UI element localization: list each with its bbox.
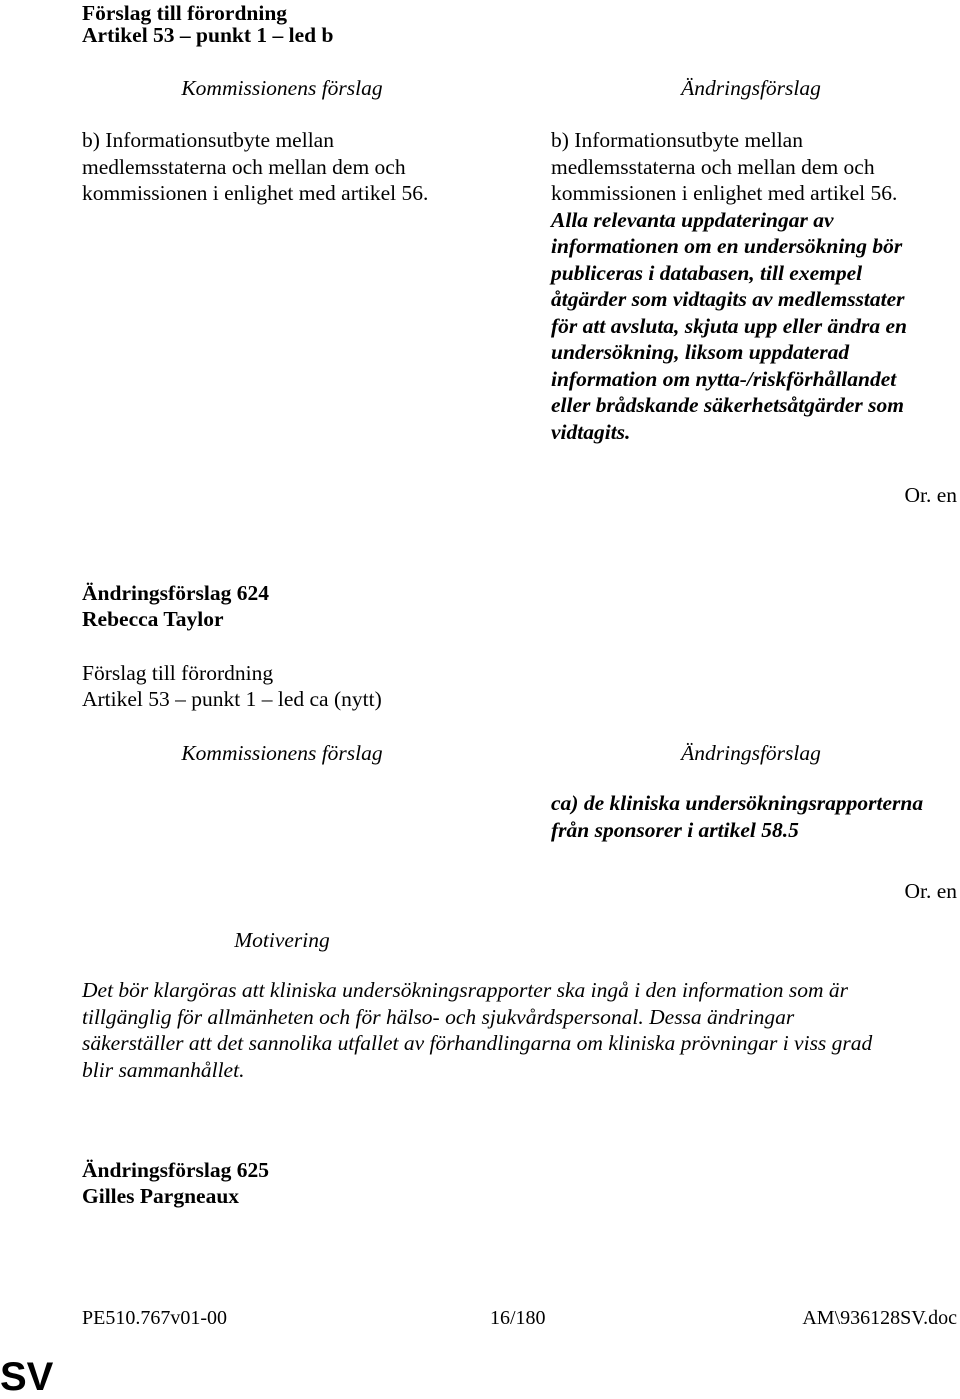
justification-text-block (82, 977, 872, 1083)
footer-page-number: 16/180 (490, 1307, 546, 1329)
amendment-added-text-line: från sponsorer i artikel 58.5 (551, 817, 799, 842)
amendment-added-text-line: ca) de kliniska undersökningsrapporterna (551, 791, 924, 815)
amendment-added-text-line: information om nytta-/riskförhållandet (551, 366, 897, 391)
amendment-text-block (551, 790, 923, 843)
heading-article-reference: Artikel 53 – punkt 1 – led b (82, 23, 334, 47)
amendment-added-text-line: för att avsluta, skjuta upp eller ändra en (551, 313, 907, 338)
original-language-note: Or. en (904, 879, 957, 903)
amendment-number: Ändringsförslag 625 (82, 1158, 269, 1182)
amendment-added-text-line: undersökning, liksom uppdaterad (551, 340, 850, 364)
column-title-amendment: Ändringsförslag (681, 741, 821, 765)
language-mark: SV (0, 1355, 54, 1399)
commission-text-block (82, 127, 428, 207)
heading-article-reference: Artikel 53 – punkt 1 – led ca (nytt) (82, 687, 382, 711)
amendment-added-text-line: publiceras i databasen, till exempel (551, 260, 863, 285)
amendment-added-text-line: åtgärder som vidtagits av medlemsstater (551, 287, 905, 311)
justification-text-line: Det bör klargöras att kliniska undersökningsrapporter ska ingå i den information som är (82, 978, 849, 1002)
justification-text-line: tillgänglig för allmänheten och för hälso- och sjukvårdspersonal. Dessa ändringar (82, 1004, 795, 1029)
footer-file-name: AM\936128SV.doc (802, 1307, 957, 1329)
amendment-author: Gilles Pargneaux (82, 1184, 240, 1208)
original-language-note: Or. en (904, 483, 957, 507)
heading-proposal-title: Förslag till förordning (82, 661, 274, 685)
column-title-commission-proposal: Kommissionens förslag (181, 741, 383, 765)
commission-text-line: kommissionen i enlighet med artikel 56. (82, 181, 429, 205)
column-title-amendment: Ändringsförslag (681, 76, 821, 100)
amendment-added-text-line: eller brådskande säkerhetsåtgärder som (551, 393, 904, 417)
amendment-text-line: kommissionen i enlighet med artikel 56. (551, 181, 898, 205)
commission-text-line: b) Informationsutbyte mellan (82, 128, 334, 152)
amendment-number: Ändringsförslag 624 (82, 581, 269, 605)
amendment-text-line: b) Informationsutbyte mellan (551, 128, 803, 152)
amendment-added-text-line: informationen om en undersökning bör (551, 234, 903, 258)
amendment-text-block (551, 127, 907, 445)
footer-document-reference: PE510.767v01-00 (82, 1307, 227, 1329)
amendment-added-text-line: Alla relevanta uppdateringar av (551, 207, 834, 232)
amendment-author: Rebecca Taylor (82, 607, 224, 631)
justification-text-line: blir sammanhållet. (82, 1057, 245, 1082)
heading-proposal-title: Förslag till förordning (82, 1, 288, 25)
justification-title: Motivering (234, 928, 330, 952)
column-title-commission-proposal: Kommissionens förslag (181, 76, 383, 100)
amendment-added-text-line: vidtagits. (551, 419, 631, 444)
amendment-text-line: medlemsstaterna och mellan dem och (551, 154, 875, 179)
commission-text-line: medlemsstaterna och mellan dem och (82, 154, 406, 179)
justification-text-line: säkerställer att det sannolika utfallet av förhandlingarna om kliniska prövningar i viss grad (82, 1031, 873, 1055)
